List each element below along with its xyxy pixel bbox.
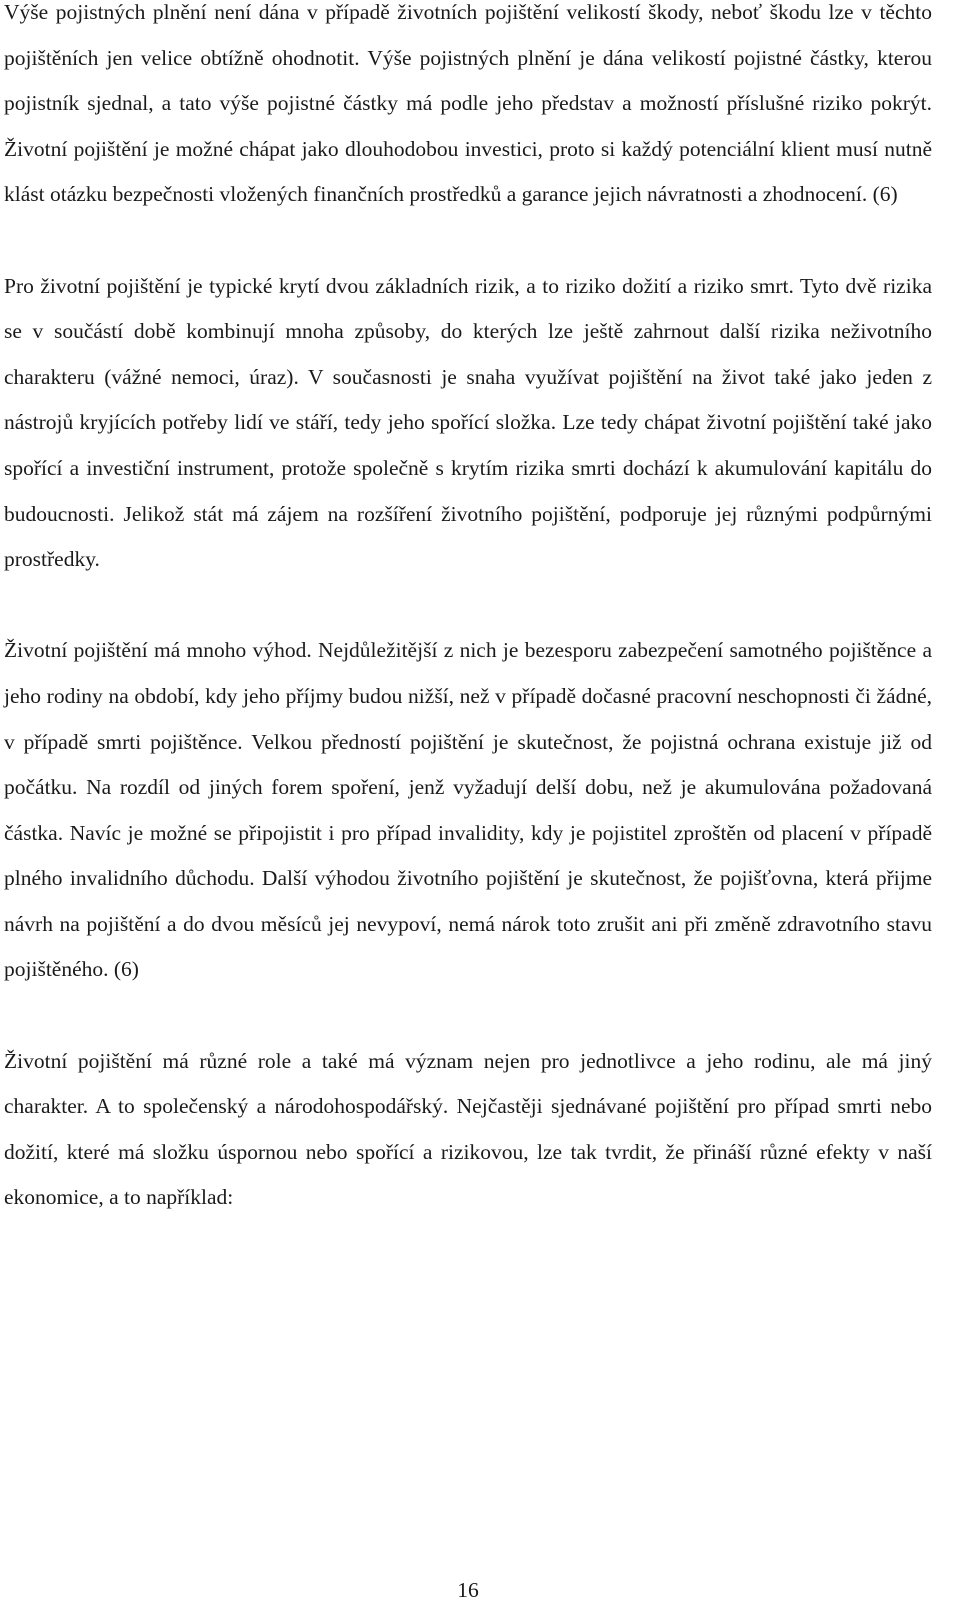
paragraph-1: Výše pojistných plnění není dána v případě životních pojištění velikostí škody, neboť škodu lze v těchto pojištěních jen velice obtížně ohodnotit. Výše pojistných plnění je dána velikostí pojistné částky, kterou pojistník sjednal, a tato výše pojistné částky má podle jeho představ a možností příslušné riziko pokrýt. Životní pojištění je možné chápat jako dlouhodobou investici, proto si každý potenciální klient musí nutně klást otázku bezpečnosti vložených finančních prostředků a garance jejich návratnosti a zhodnocení. (6) [4,0,932,207]
document-body [4,0,932,1221]
paragraph-4: Životní pojištění má různé role a také má význam nejen pro jednotlivce a jeho rodinu, ale má jiný charakter. A to společenský a národohospodářský. Nejčastěji sjednávané pojištění pro případ smrti nebo dožití, které má složku úspornou nebo spořící a rizikovou, lze tak tvrdit, že přináší různé efekty v naší ekonomice, a to například: [4,1048,932,1210]
paragraph-2: Pro životní pojištění je typické krytí dvou základních rizik, a to riziko dožití a riziko smrt. Tyto dvě rizika se v součástí době kombinují mnoha způsoby, do kterých lze ještě zahrnout další rizika neživotního charakteru (vážné nemoci, úraz). V současnosti je snaha využívat pojištění na život také jako jeden z nástrojů kryjících potřeby lidí ve stáří, tedy jeho spořící složka. Lze tedy chápat životní pojištění také jako spořící a investiční instrument, protože společně s krytím rizika smrti dochází k akumulování kapitálu do budoucnosti. Jelikož stát má zájem na rozšíření životního pojištění, podporuje jej různými podpůrnými prostředky. [4,273,932,572]
page-number: 16 [457,1578,479,1602]
paragraph-3: Životní pojištění má mnoho výhod. Nejdůležitější z nich je bezesporu zabezpečení samotného pojištěnce a jeho rodiny na období, kdy jeho příjmy budou nižší, než v případě dočasné pracovní neschopnosti či žádné, v případě smrti pojištěnce. Velkou předností pojištění je skutečnost, že pojistná ochrana existuje již od počátku. Na rozdíl od jiných forem spoření, jenž vyžadují delší dobu, než je akumulována požadovaná částka. Navíc je možné se připojistit i pro případ invalidity, kdy je pojistitel zproštěn od placení v případě plného invalidního důchodu. Další výhodou životního pojištění je skutečnost, že pojišťovna, která přijme návrh na pojištění a do dvou měsíců jej nevypoví, nemá nárok toto zrušit ani při změně zdravotního stavu pojištěného. (6) [4,638,932,982]
